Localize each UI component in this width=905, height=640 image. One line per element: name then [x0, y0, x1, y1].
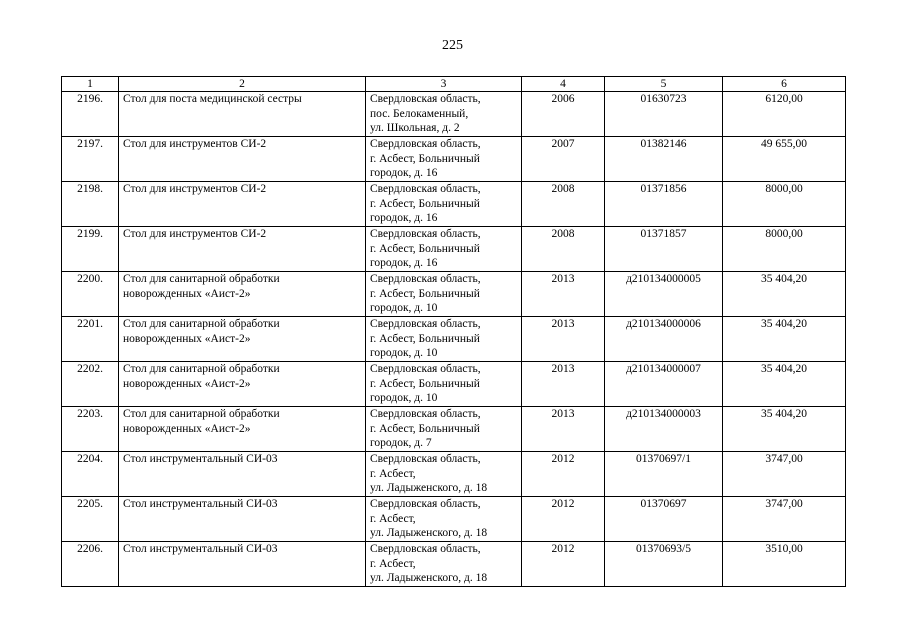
item-name-cell-line: новорожденных «Аист-2»: [123, 422, 251, 435]
address-cell-line: городок, д. 10: [370, 347, 438, 359]
address-cell-line: г. Асбест, Больничный: [370, 377, 480, 390]
address-cell-line: ул. Ладыженского, д. 18: [370, 572, 488, 584]
address-cell-line: г. Асбест, Больничный: [370, 152, 480, 165]
address-cell-line: городок, д. 16: [370, 212, 438, 224]
cost-cell: 35 404,20: [723, 272, 846, 317]
address-cell: [366, 317, 522, 362]
row-number-cell: 2202.: [62, 362, 119, 407]
table-row: [62, 227, 846, 272]
cost-cell: 3747,00: [723, 497, 846, 542]
address-cell: [366, 362, 522, 407]
address-cell-line: Свердловская область,: [370, 453, 481, 465]
address-cell-line: городок, д. 7: [370, 437, 432, 449]
row-number-cell: 2203.: [62, 407, 119, 452]
cost-cell: 35 404,20: [723, 317, 846, 362]
item-name-cell: [119, 362, 366, 407]
row-number-cell: 2197.: [62, 137, 119, 182]
row-number-cell: 2196.: [62, 92, 119, 137]
item-name-cell-line: Стол для санитарной обработки: [123, 273, 280, 285]
header-row: [62, 77, 846, 92]
row-number-cell: 2199.: [62, 227, 119, 272]
inventory-number-cell: д210134000006: [605, 317, 723, 362]
item-name-cell-line: новорожденных «Аист-2»: [123, 332, 251, 345]
item-name-cell-line: Стол для инструментов СИ-2: [123, 228, 267, 240]
address-cell-line: Свердловская область,: [370, 363, 481, 375]
address-cell-line: г. Асбест, Больничный: [370, 332, 480, 345]
year-cell: 2012: [522, 452, 605, 497]
inventory-number-cell: д210134000007: [605, 362, 723, 407]
inventory-number-cell: д210134000003: [605, 407, 723, 452]
year-cell: 2008: [522, 182, 605, 227]
table-row: [62, 182, 846, 227]
address-cell-line: г. Асбест, Больничный: [370, 287, 480, 300]
address-cell-line: пос. Белокаменный,: [370, 107, 469, 120]
address-cell-line: г. Асбест, Больничный: [370, 242, 480, 255]
year-cell: 2008: [522, 227, 605, 272]
table-body: [62, 92, 846, 587]
address-cell-line: городок, д. 10: [370, 302, 438, 314]
year-cell: 2007: [522, 137, 605, 182]
cost-cell: 35 404,20: [723, 407, 846, 452]
address-cell: [366, 182, 522, 227]
item-name-cell: [119, 452, 366, 497]
item-name-cell: [119, 227, 366, 272]
address-cell-line: Свердловская область,: [370, 93, 481, 105]
item-name-cell: [119, 407, 366, 452]
row-number-cell: 2198.: [62, 182, 119, 227]
address-cell-line: Свердловская область,: [370, 498, 481, 510]
item-name-cell: [119, 182, 366, 227]
address-cell: [366, 452, 522, 497]
inventory-number-cell: 01370697: [605, 497, 723, 542]
column-header-3: 3: [366, 77, 522, 92]
item-name-cell-line: Стол для инструментов СИ-2: [123, 183, 267, 195]
item-name-cell-line: Стол для санитарной обработки: [123, 318, 280, 330]
year-cell: 2013: [522, 407, 605, 452]
inventory-number-cell: 01630723: [605, 92, 723, 137]
address-cell-line: городок, д. 16: [370, 257, 438, 269]
column-header-4: 4: [522, 77, 605, 92]
item-name-cell-line: Стол инструментальный СИ-03: [123, 453, 278, 465]
table-row: [62, 92, 846, 137]
table-row: [62, 542, 846, 587]
row-number-cell: 2206.: [62, 542, 119, 587]
address-cell-line: г. Асбест, Больничный: [370, 197, 480, 210]
column-header-5: 5: [605, 77, 723, 92]
item-name-cell: [119, 272, 366, 317]
address-cell: [366, 497, 522, 542]
table-row: [62, 497, 846, 542]
table-row: [62, 317, 846, 362]
year-cell: 2013: [522, 317, 605, 362]
address-cell-line: Свердловская область,: [370, 408, 481, 420]
cost-cell: 35 404,20: [723, 362, 846, 407]
cost-cell: 8000,00: [723, 182, 846, 227]
item-name-cell-line: Стол инструментальный СИ-03: [123, 543, 278, 555]
item-name-cell: [119, 542, 366, 587]
item-name-cell-line: Стол для санитарной обработки: [123, 408, 280, 420]
item-name-cell-line: Стол для инструментов СИ-2: [123, 138, 267, 150]
item-name-cell-line: Стол для поста медицинской сестры: [123, 93, 302, 105]
item-name-cell-line: Стол для санитарной обработки: [123, 363, 280, 375]
address-cell-line: Свердловская область,: [370, 138, 481, 150]
year-cell: 2012: [522, 497, 605, 542]
address-cell-line: ул. Школьная, д. 2: [370, 122, 460, 134]
inventory-number-cell: д210134000005: [605, 272, 723, 317]
address-cell: [366, 272, 522, 317]
year-cell: 2013: [522, 362, 605, 407]
address-cell-line: городок, д. 16: [370, 167, 438, 179]
item-name-cell: [119, 497, 366, 542]
item-name-cell-line: новорожденных «Аист-2»: [123, 377, 251, 390]
cost-cell: 49 655,00: [723, 137, 846, 182]
year-cell: 2013: [522, 272, 605, 317]
row-number-cell: 2201.: [62, 317, 119, 362]
table-row: [62, 362, 846, 407]
column-header-2: 2: [119, 77, 366, 92]
inventory-number-cell: 01370697/1: [605, 452, 723, 497]
item-name-cell-line: новорожденных «Аист-2»: [123, 287, 251, 300]
item-name-cell: [119, 317, 366, 362]
inventory-number-cell: 01382146: [605, 137, 723, 182]
address-cell: [366, 407, 522, 452]
address-cell: [366, 227, 522, 272]
cost-cell: 6120,00: [723, 92, 846, 137]
year-cell: 2006: [522, 92, 605, 137]
inventory-number-cell: 01371856: [605, 182, 723, 227]
year-cell: 2012: [522, 542, 605, 587]
table-row: [62, 407, 846, 452]
cost-cell: 3510,00: [723, 542, 846, 587]
address-cell-line: городок, д. 10: [370, 392, 438, 404]
address-cell: [366, 92, 522, 137]
address-cell-line: г. Асбест,: [370, 557, 416, 570]
property-registry-table: [61, 76, 846, 587]
item-name-cell: [119, 137, 366, 182]
column-header-6: 6: [723, 77, 846, 92]
address-cell-line: г. Асбест, Больничный: [370, 422, 480, 435]
inventory-number-cell: 01371857: [605, 227, 723, 272]
address-cell-line: Свердловская область,: [370, 273, 481, 285]
table-row: [62, 137, 846, 182]
inventory-number-cell: 01370693/5: [605, 542, 723, 587]
address-cell-line: г. Асбест,: [370, 467, 416, 480]
row-number-cell: 2204.: [62, 452, 119, 497]
table-row: [62, 272, 846, 317]
address-cell: [366, 542, 522, 587]
row-number-cell: 2205.: [62, 497, 119, 542]
page-number: 225: [442, 38, 463, 53]
address-cell-line: Свердловская область,: [370, 183, 481, 195]
cost-cell: 3747,00: [723, 452, 846, 497]
address-cell-line: Свердловская область,: [370, 543, 481, 555]
item-name-cell: [119, 92, 366, 137]
cost-cell: 8000,00: [723, 227, 846, 272]
address-cell-line: Свердловская область,: [370, 228, 481, 240]
column-header-1: 1: [62, 77, 119, 92]
address-cell-line: Свердловская область,: [370, 318, 481, 330]
table-row: [62, 452, 846, 497]
address-cell-line: г. Асбест,: [370, 512, 416, 525]
address-cell-line: ул. Ладыженского, д. 18: [370, 482, 488, 494]
address-cell: [366, 137, 522, 182]
item-name-cell-line: Стол инструментальный СИ-03: [123, 498, 278, 510]
row-number-cell: 2200.: [62, 272, 119, 317]
address-cell-line: ул. Ладыженского, д. 18: [370, 527, 488, 539]
